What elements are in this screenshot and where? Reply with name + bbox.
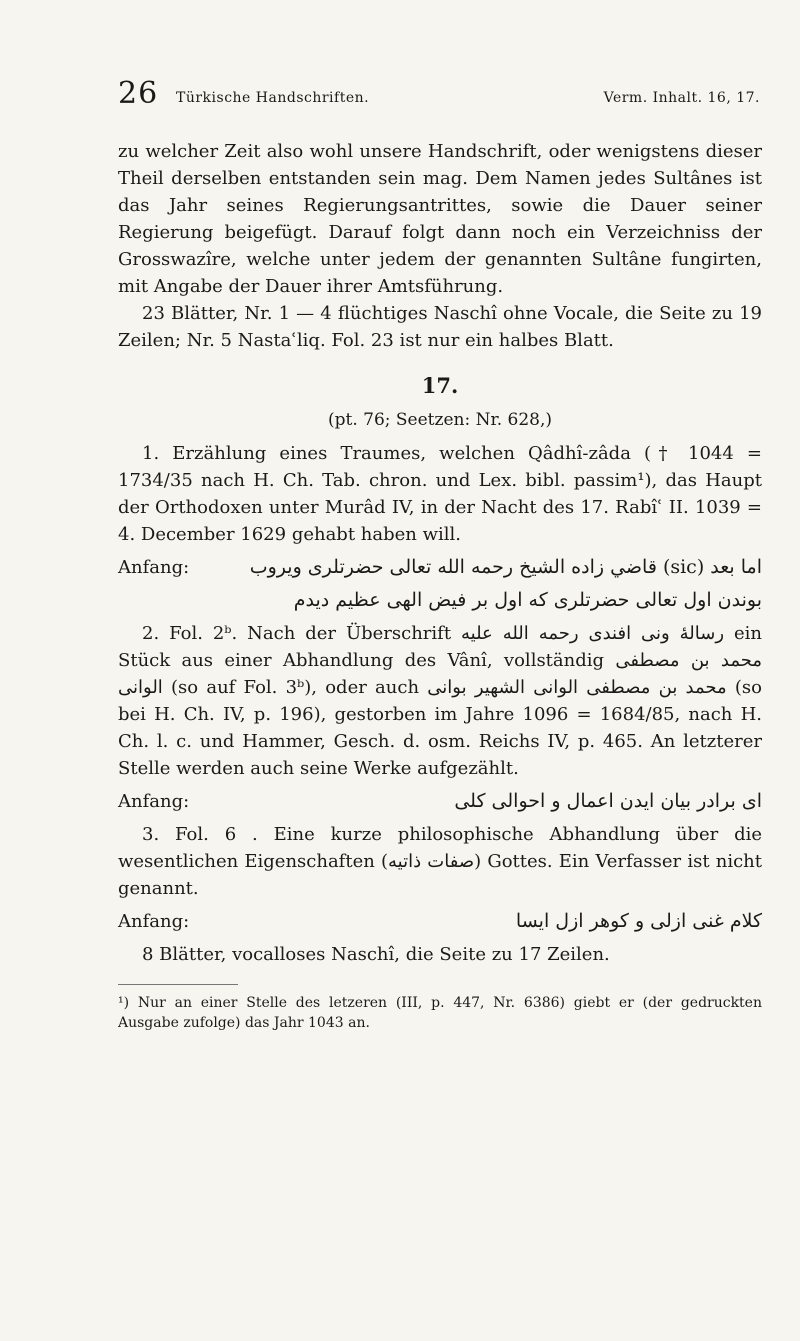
intro-paragraph: zu welcher Zeit also wohl unsere Handschrift, oder wenigstens dieser Theil derselben entstanden sein mag. Dem Namen jedes Sultânes ist das Jahr seines Regierungsantrittes, sowie die Dauer seiner Regierung beigefügt. Darauf folgt dann noch ein Verzeichniss der Grosswazîre, welche unter jedem der genannten Sultâne fungirten, mit Angabe der Dauer ihrer Amtsführung.: [118, 141, 762, 297]
page-number: 26: [118, 76, 159, 111]
item-2-text: 2. Fol. 2ᵇ. Nach der Überschrift رسالهٔ ونى افندى رحمه الله عليه ein Stück aus einer Abhandlung des Vânî, vollständig محمد بن مصطفى الوانى (so auf Fol. 3ᵇ), oder auch محمد بن مصطفى الوانى الشهير بوانى (so bei H. Ch. IV, p. 196), gestorben im Jahre 1096 = 1684/85, nach H. Ch. l. c. und Hammer, Gesch. d. osm. Reichs IV, p. 465. An letzterer Stelle werden auch seine Werke aufgezählt.: [118, 623, 762, 779]
arabic-quote: اى برادر بيان ايدن اعمال و احوالى كلى: [454, 790, 762, 812]
footnote-rule: [118, 984, 238, 985]
item-1-anfang-cont: [118, 587, 762, 614]
footnote: ¹) Nur an einer Stelle des letzeren (III, p. 447, Nr. 6386) giebt er (der gedruckten Ausgabe zufolge) das Jahr 1043 an.: [118, 995, 762, 1031]
body-text: [118, 138, 762, 1033]
item-3-anfang: [118, 908, 762, 935]
closing-description: 8 Blätter, vocalloses Naschî, die Seite zu 17 Zeilen.: [142, 944, 610, 965]
anfang-label: Anfang:: [118, 791, 190, 812]
arabic-quote: اما بعد (sic) قاضي زاده الشيخ رحمه الله تعالى حضرتلرى ويروب: [249, 556, 762, 578]
section-source: (pt. 76; Seetzen: Nr. 628,): [327, 410, 553, 430]
running-section: Verm. Inhalt. 16, 17.: [603, 90, 760, 106]
section-number: 17.: [421, 373, 459, 398]
item-1-text: 1. Erzählung eines Traumes, welchen Qâdhî-zâda († 1044 = 1734/35 nach H. Ch. Tab. chron. und Lex. bibl. passim¹), das Haupt der Orthodoxen unter Murâd IV, in der Nacht des 17. Rabîʿ II. 1039 = 4. December 1629 gehabt haben will.: [118, 443, 762, 545]
anfang-label: Anfang:: [118, 911, 190, 932]
running-title: Türkische Handschriften.: [176, 90, 370, 106]
anfang-label: Anfang:: [118, 557, 190, 578]
intro-description: 23 Blätter, Nr. 1 — 4 flüchtiges Naschî ohne Vocale, die Seite zu 19 Zeilen; Nr. 5 Nastaʿliq. Fol. 23 ist nur ein halbes Blatt.: [118, 303, 762, 351]
item-3-text: 3. Fol. 6 . Eine kurze philosophische Abhandlung über die wesentlichen Eigenschaften (صفات ذاتيه) Gottes. Ein Verfasser ist nicht genannt.: [118, 824, 762, 899]
arabic-quote: كلام غنى ازلى و كوهر ازل ايسا: [515, 910, 762, 932]
running-header: [118, 76, 760, 116]
item-2-anfang: [118, 788, 762, 815]
item-1-anfang: [118, 554, 762, 581]
arabic-quote: بوندن اول تعالى حضرتلرى كه اول بر فيض الهى عظيم ديدم: [293, 589, 762, 611]
